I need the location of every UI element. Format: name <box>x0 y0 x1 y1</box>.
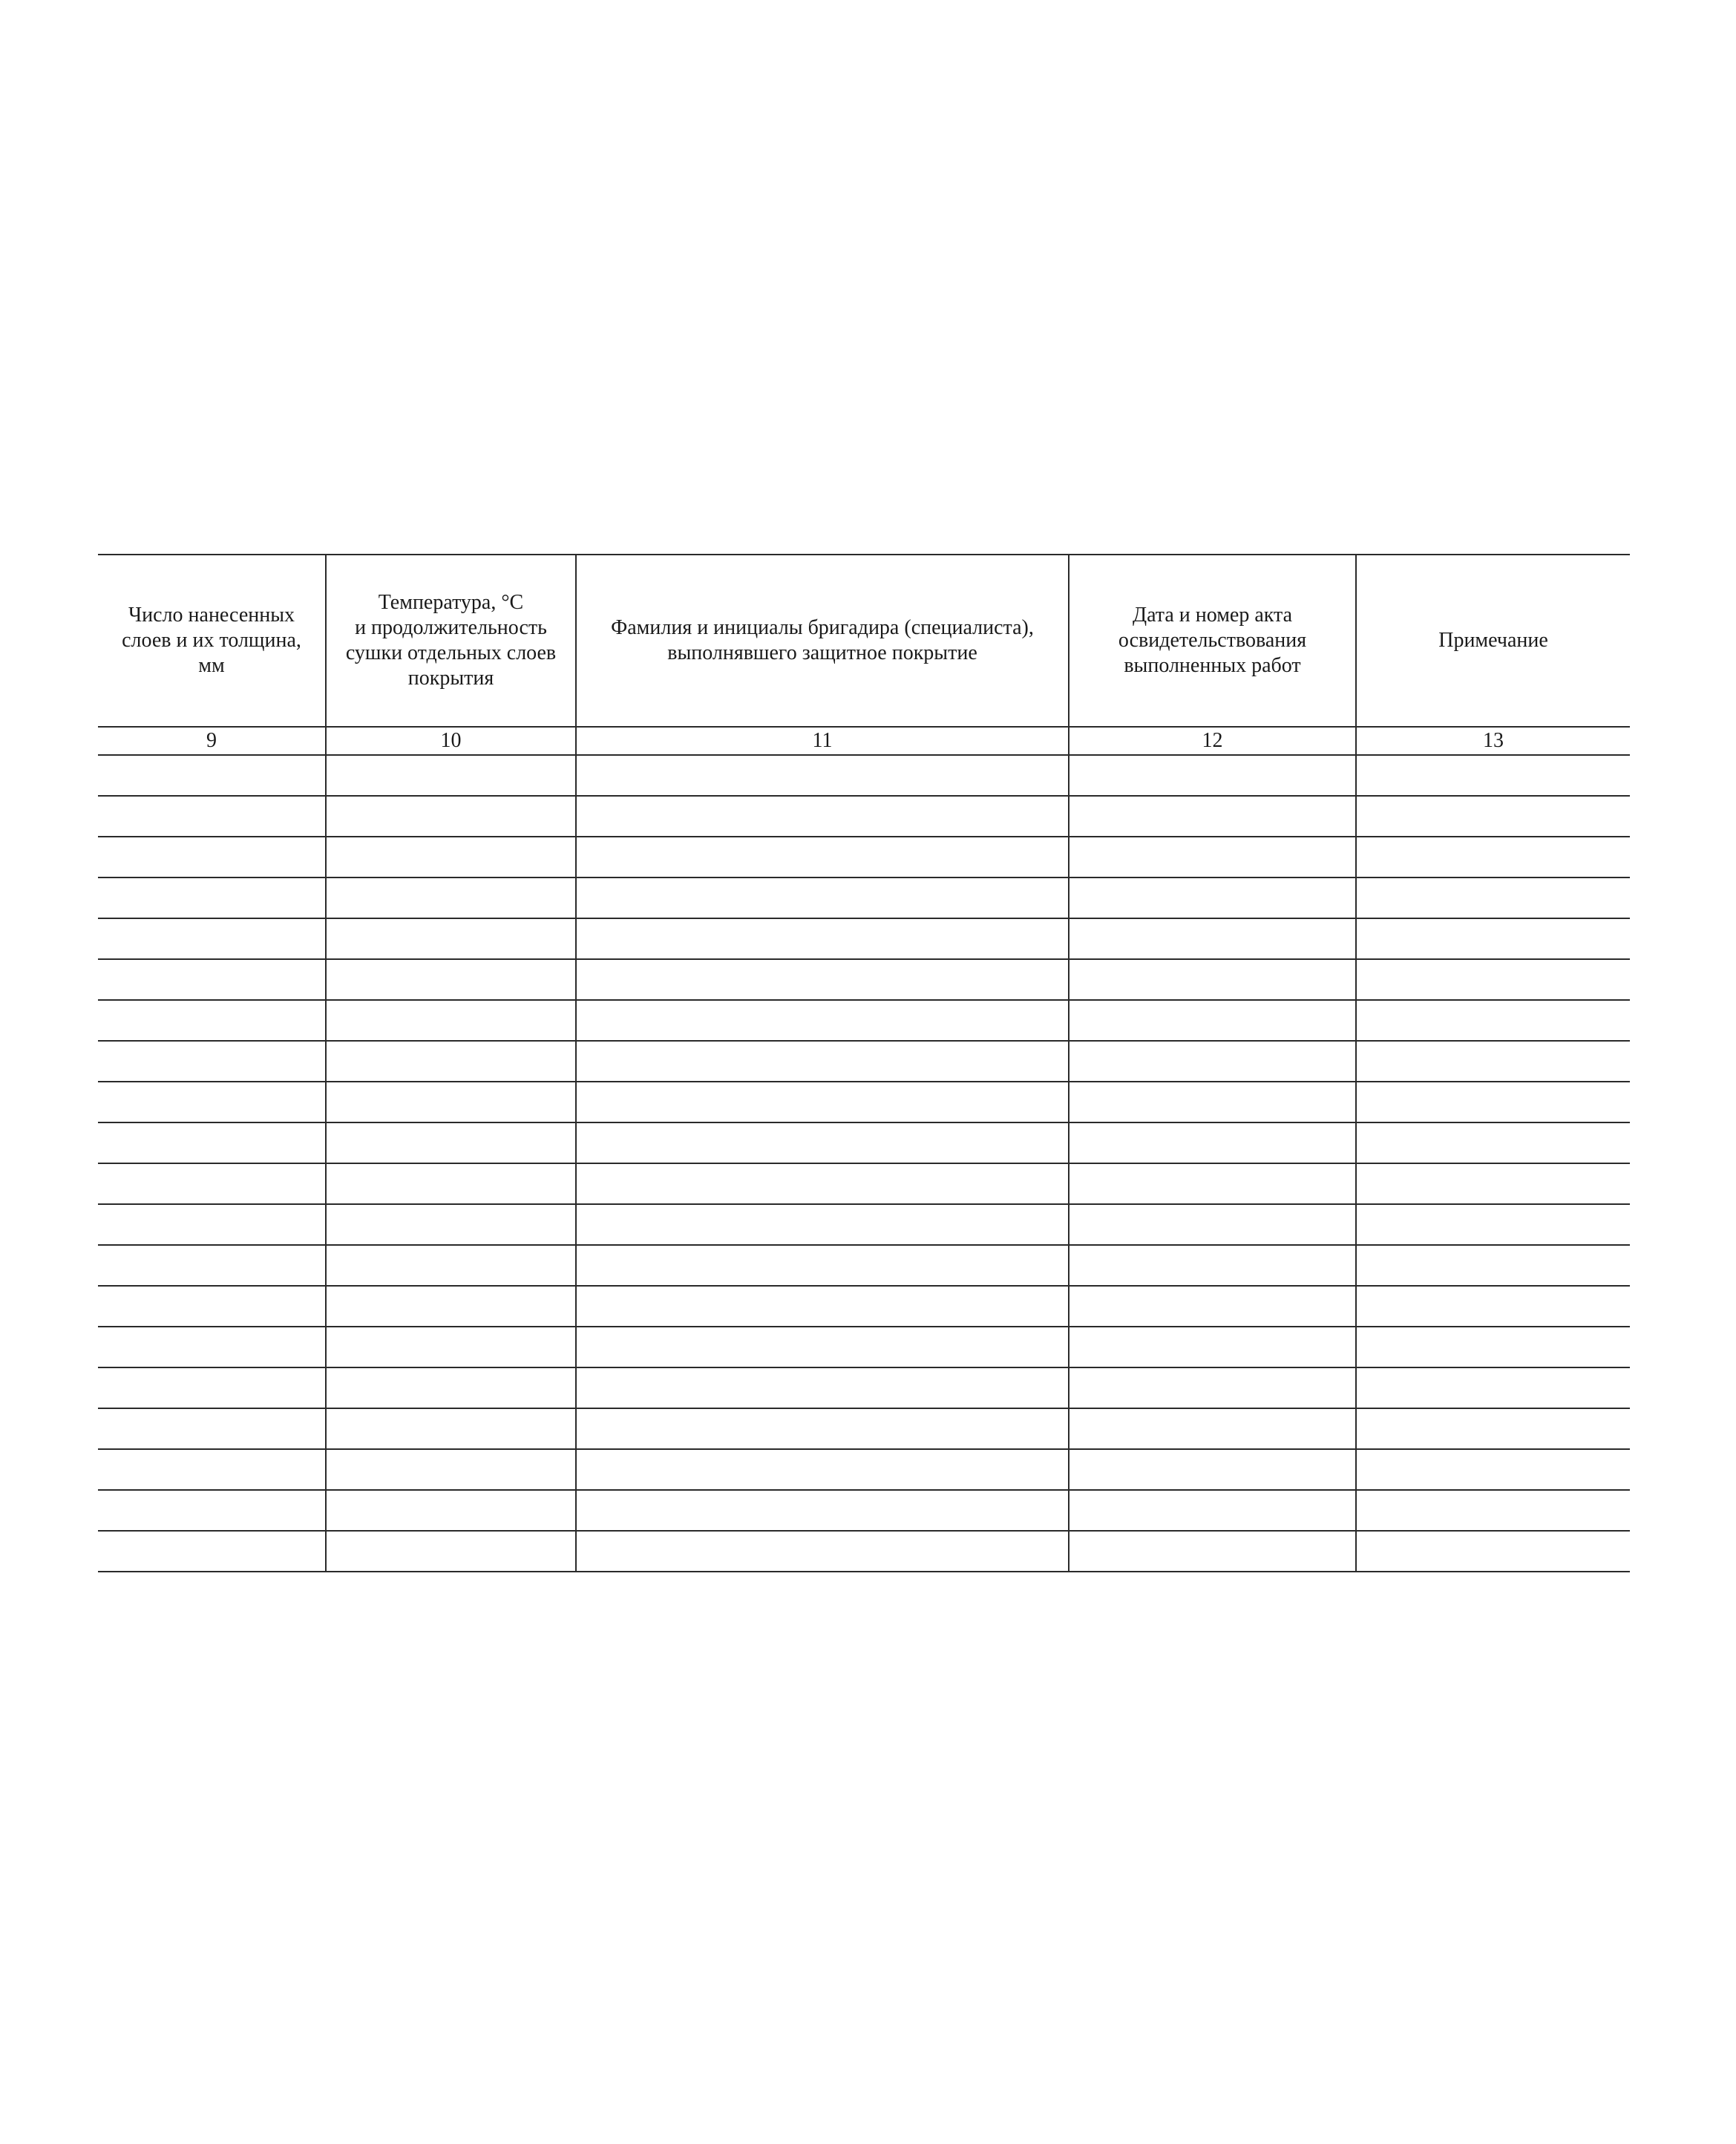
table-cell-col-13 <box>1356 1531 1630 1572</box>
table-row <box>98 1122 1630 1163</box>
table-cell-col-10 <box>326 1000 576 1041</box>
table-cell-col-11 <box>576 796 1069 837</box>
table-cell-col-12 <box>1069 959 1356 1000</box>
table-cell-col-12 <box>1069 1204 1356 1245</box>
table-cell-col-9 <box>98 1000 326 1041</box>
table-cell-col-13 <box>1356 837 1630 877</box>
column-number-13: 13 <box>1356 727 1630 755</box>
table-cell-col-13 <box>1356 1490 1630 1531</box>
table-cell-col-10 <box>326 796 576 837</box>
table-cell-col-9 <box>98 755 326 796</box>
table-cell-col-10 <box>326 1327 576 1367</box>
table-cell-col-12 <box>1069 755 1356 796</box>
table-cell-col-9 <box>98 1531 326 1572</box>
table-row <box>98 918 1630 959</box>
table-cell-col-10 <box>326 1449 576 1490</box>
table-cell-col-12 <box>1069 1041 1356 1082</box>
table-cell-col-13 <box>1356 1041 1630 1082</box>
table-cell-col-10 <box>326 877 576 918</box>
table-cell-col-9 <box>98 1204 326 1245</box>
column-number-9: 9 <box>98 727 326 755</box>
table-cell-col-9 <box>98 1163 326 1204</box>
table-cell-col-10 <box>326 837 576 877</box>
table-cell-col-9 <box>98 1408 326 1449</box>
table-cell-col-9 <box>98 1082 326 1122</box>
table-cell-col-10 <box>326 1122 576 1163</box>
table-cell-col-11 <box>576 1367 1069 1408</box>
table-row <box>98 1408 1630 1449</box>
table-cell-col-12 <box>1069 1327 1356 1367</box>
table-cell-col-12 <box>1069 1286 1356 1327</box>
table-cell-col-11 <box>576 1286 1069 1327</box>
table-cell-col-12 <box>1069 1408 1356 1449</box>
table-cell-col-10 <box>326 1204 576 1245</box>
table-header-row <box>98 555 1630 727</box>
table-cell-col-9 <box>98 1041 326 1082</box>
table-cell-col-9 <box>98 1449 326 1490</box>
table-cell-col-13 <box>1356 877 1630 918</box>
table-cell-col-12 <box>1069 1531 1356 1572</box>
table-cell-col-9 <box>98 796 326 837</box>
table-row <box>98 796 1630 837</box>
table-cell-col-9 <box>98 1245 326 1286</box>
table-cell-col-11 <box>576 959 1069 1000</box>
table-cell-col-13 <box>1356 1327 1630 1367</box>
table-row <box>98 1531 1630 1572</box>
table-cell-col-12 <box>1069 837 1356 877</box>
header-foreman-name: Фамилия и инициалы бригадира (специалиста), выполнявшего защитное покрытие <box>576 555 1069 727</box>
table-row <box>98 1327 1630 1367</box>
table-cell-col-11 <box>576 1408 1069 1449</box>
table-cell-col-11 <box>576 1327 1069 1367</box>
table-row <box>98 755 1630 796</box>
table-cell-col-12 <box>1069 877 1356 918</box>
table-row <box>98 1204 1630 1245</box>
column-number-11: 11 <box>576 727 1069 755</box>
table-cell-col-12 <box>1069 1122 1356 1163</box>
table-cell-col-10 <box>326 1367 576 1408</box>
table-row <box>98 1286 1630 1327</box>
header-act-date-number: Дата и номер акта освидетельствования выполненных работ <box>1069 555 1356 727</box>
table-cell-col-11 <box>576 1041 1069 1082</box>
table-cell-col-9 <box>98 877 326 918</box>
table-cell-col-9 <box>98 918 326 959</box>
table-cell-col-11 <box>576 1163 1069 1204</box>
table-cell-col-9 <box>98 1367 326 1408</box>
table-cell-col-12 <box>1069 918 1356 959</box>
table-cell-col-11 <box>576 1000 1069 1041</box>
table-cell-col-9 <box>98 1122 326 1163</box>
column-number-12: 12 <box>1069 727 1356 755</box>
table-cell-col-10 <box>326 1163 576 1204</box>
table-cell-col-12 <box>1069 1082 1356 1122</box>
table-cell-col-13 <box>1356 1122 1630 1163</box>
table-cell-col-13 <box>1356 1408 1630 1449</box>
table-cell-col-13 <box>1356 1449 1630 1490</box>
table-cell-col-11 <box>576 1204 1069 1245</box>
table-cell-col-11 <box>576 837 1069 877</box>
table-cell-col-12 <box>1069 1449 1356 1490</box>
table-row <box>98 1163 1630 1204</box>
table-row <box>98 1041 1630 1082</box>
table-cell-col-13 <box>1356 918 1630 959</box>
table-row <box>98 1449 1630 1490</box>
table-cell-col-10 <box>326 1082 576 1122</box>
table-cell-col-13 <box>1356 796 1630 837</box>
table-cell-col-11 <box>576 1531 1069 1572</box>
table-cell-col-11 <box>576 1449 1069 1490</box>
table-cell-col-13 <box>1356 1163 1630 1204</box>
table-cell-col-10 <box>326 755 576 796</box>
table-cell-col-10 <box>326 1041 576 1082</box>
header-layers-thickness: Число нанесенных слоев и их толщина, мм <box>98 555 326 727</box>
table-cell-col-12 <box>1069 1367 1356 1408</box>
table-cell-col-9 <box>98 1327 326 1367</box>
table-cell-col-11 <box>576 1082 1069 1122</box>
table-cell-col-10 <box>326 1408 576 1449</box>
table-cell-col-11 <box>576 755 1069 796</box>
table-cell-col-10 <box>326 1490 576 1531</box>
table-row <box>98 1490 1630 1531</box>
table-cell-col-12 <box>1069 1245 1356 1286</box>
table-row <box>98 959 1630 1000</box>
table-cell-col-10 <box>326 1531 576 1572</box>
table-cell-col-12 <box>1069 1163 1356 1204</box>
table-cell-col-13 <box>1356 1082 1630 1122</box>
column-number-10: 10 <box>326 727 576 755</box>
coating-journal-table <box>98 554 1630 1572</box>
table-cell-col-9 <box>98 1490 326 1531</box>
table-cell-col-9 <box>98 837 326 877</box>
table-cell-col-11 <box>576 1122 1069 1163</box>
column-number-row <box>98 727 1630 755</box>
table-cell-col-11 <box>576 918 1069 959</box>
table-cell-col-13 <box>1356 959 1630 1000</box>
header-note: Примечание <box>1356 555 1630 727</box>
table-body <box>98 755 1630 1572</box>
table-cell-col-12 <box>1069 796 1356 837</box>
table-cell-col-13 <box>1356 1000 1630 1041</box>
table-cell-col-12 <box>1069 1000 1356 1041</box>
table-cell-col-10 <box>326 959 576 1000</box>
table-cell-col-10 <box>326 1286 576 1327</box>
table-cell-col-13 <box>1356 755 1630 796</box>
table-cell-col-11 <box>576 1490 1069 1531</box>
table-cell-col-10 <box>326 1245 576 1286</box>
table-cell-col-13 <box>1356 1367 1630 1408</box>
table-row <box>98 1082 1630 1122</box>
table-cell-col-9 <box>98 959 326 1000</box>
table-row <box>98 1367 1630 1408</box>
table-cell-col-12 <box>1069 1490 1356 1531</box>
table-cell-col-10 <box>326 918 576 959</box>
table-cell-col-9 <box>98 1286 326 1327</box>
table-cell-col-13 <box>1356 1245 1630 1286</box>
table-cell-col-13 <box>1356 1204 1630 1245</box>
table-cell-col-11 <box>576 877 1069 918</box>
table-row <box>98 1245 1630 1286</box>
table-row <box>98 1000 1630 1041</box>
table-cell-col-13 <box>1356 1286 1630 1327</box>
table-row <box>98 837 1630 877</box>
header-temperature-drying: Температура, °С и продолжительность сушки отдельных слоев покрытия <box>326 555 576 727</box>
table-cell-col-11 <box>576 1245 1069 1286</box>
table-row <box>98 877 1630 918</box>
